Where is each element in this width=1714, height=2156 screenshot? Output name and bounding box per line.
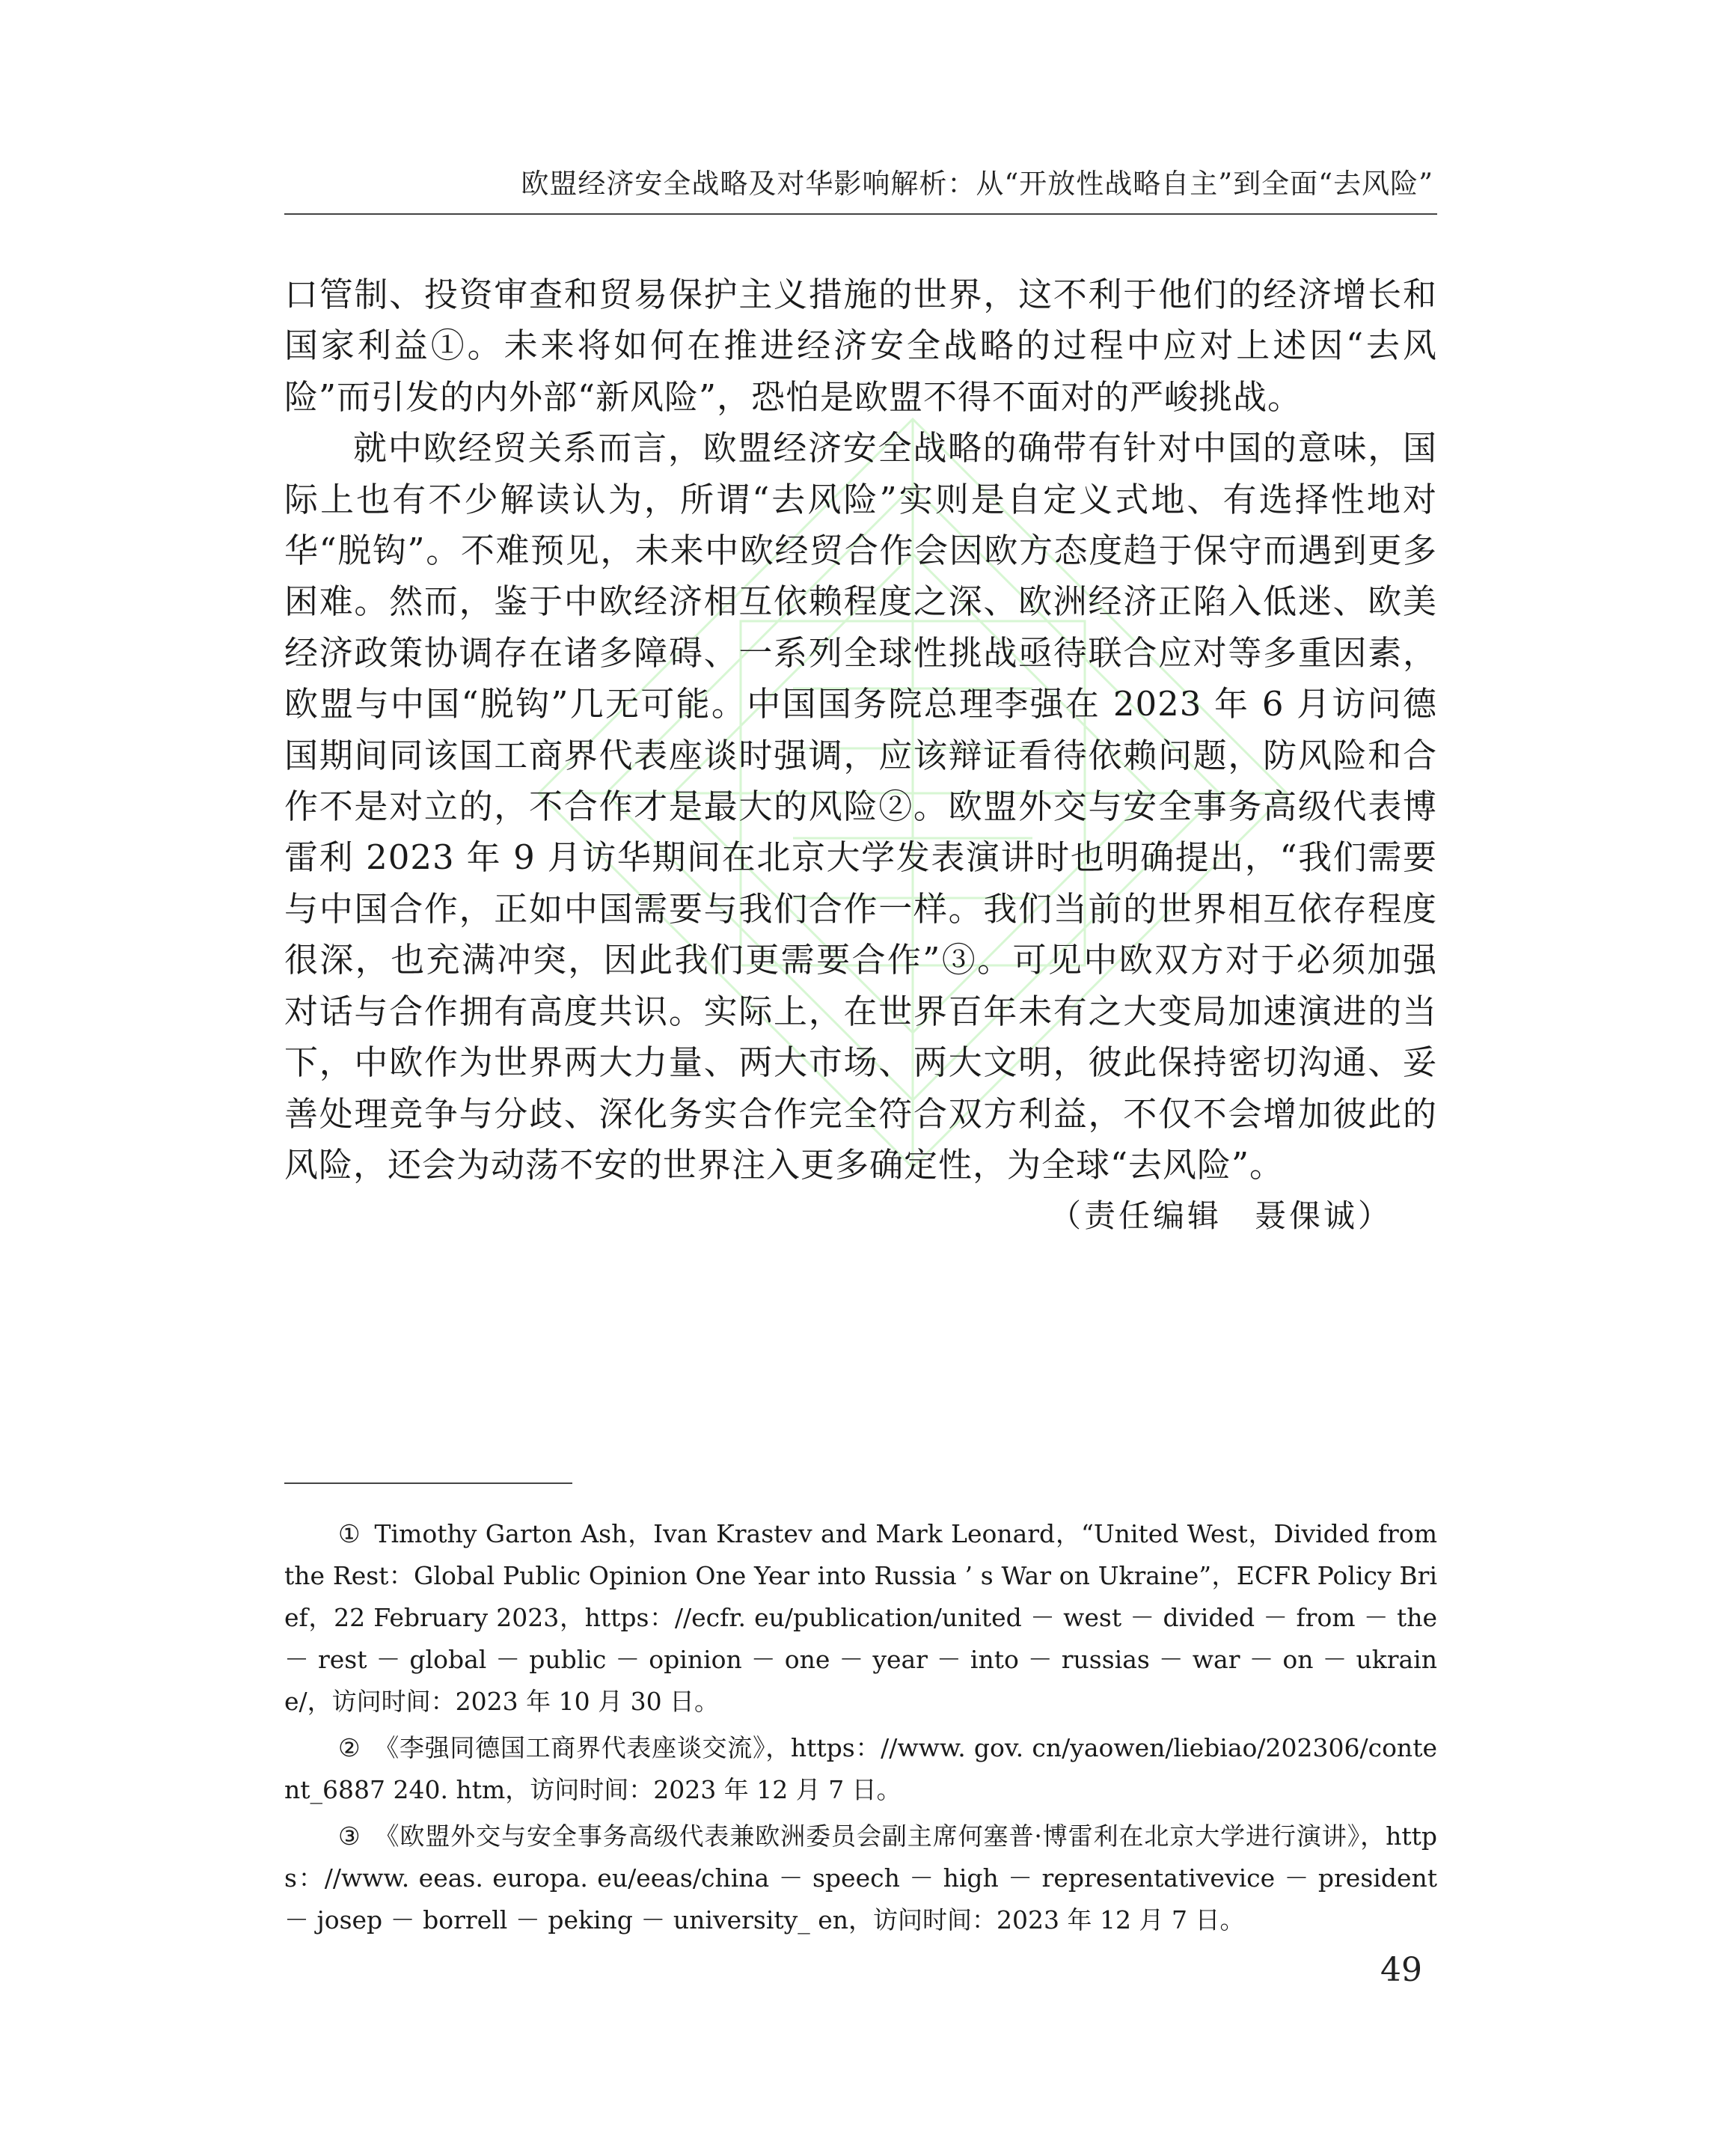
footnote-2 bbox=[284, 1727, 1437, 1811]
page-number: 49 bbox=[1380, 1951, 1422, 1989]
footnote-rule bbox=[284, 1482, 572, 1484]
footnote-text: 《欧盟外交与安全事务高级代表兼欧洲委员会副主席何塞普·博雷利在北京大学进行演讲》，https：//www. eeas. europa. eu/eeas/china － speech － high － representativevice － president － josep － borrell － peking － university_ en，访问时间：2023 年 12 月 7 日。 bbox=[284, 1821, 1438, 1934]
body-text bbox=[284, 269, 1437, 1242]
footnote-1 bbox=[284, 1513, 1437, 1723]
footnote-mark: ① bbox=[338, 1519, 361, 1548]
header-rule bbox=[284, 213, 1437, 215]
footnote-mark: ② bbox=[338, 1733, 361, 1762]
footnote-text: 《李强同德国工商界代表座谈交流》，https：//www. gov. cn/yaowen/liebiao/202306/content_6887 240. htm，访问时间：2023 年 12 月 7 日。 bbox=[284, 1733, 1437, 1804]
footnotes bbox=[284, 1513, 1437, 1946]
running-header: 欧盟经济安全战略及对华影响解析：从“开放性战略自主”到全面“去风险” bbox=[521, 168, 1433, 200]
editor-label: （责任编辑 bbox=[1049, 1197, 1222, 1235]
paragraph-continuation: 口管制、投资审查和贸易保护主义措施的世界，这不利于他们的经济增长和国家利益①。未来将如何在推进经济安全战略的过程中应对上述因“去风险”而引发的内外部“新风险”，恐怕是欧盟不得不面对的严峻挑战。 bbox=[284, 275, 1437, 417]
paragraph-sino-eu-relations: 就中欧经贸关系而言，欧盟经济安全战略的确带有针对中国的意味，国际上也有不少解读认为，所谓“去风险”实则是自定义式地、有选择性地对华“脱钩”。不难预见，未来中欧经贸合作会因欧方态度趋于保守而遇到更多困难。然而，鉴于中欧经济相互依赖程度之深、欧洲经济正陷入低迷、欧美经济政策协调存在诸多障碍、一系列全球性挑战亟待联合应对等多重因素，欧盟与中国“脱钩”几无可能。中国国务院总理李强在 2023 年 6 月访问德国期间同该国工商界代表座谈时强调，应该辩证看待依赖问题，防风险和合作不是对立的，不合作才是最大的风险②。欧盟外交与安全事务高级代表博雷利 2023 年 9 月访华期间在北京大学发表演讲时也明确提出，“我们需要与中国合作，正如中国需要与我们合作一样。我们当前的世界相互依存程度很深，也充满冲突，因此我们更需要合作”③。可见中欧双方对于必须加强对话与合作拥有高度共识。实际上，在世界百年未有之大变局加速演进的当下，中欧作为世界两大力量、两大市场、两大文明，彼此保持密切沟通、妥善处理竞争与分歧、深化务实合作完全符合双方利益，不仅不会增加彼此的风险，还会为动荡不安的世界注入更多确定性，为全球“去风险”。 bbox=[284, 428, 1437, 1185]
responsible-editor bbox=[284, 1191, 1437, 1242]
footnote-mark: ③ bbox=[338, 1821, 361, 1851]
editor-name: 聂倮诚） bbox=[1254, 1197, 1392, 1235]
footnote-text: Timothy Garton Ash，Ivan Krastev and Mark Leonard，“United West，Divided from the Rest：Global Public Opinion One Year into Russia ’ s War on Ukraine”，ECFR Policy Brief，22 February 2023，https：//ecfr. eu/publication/united － west － divided － from － the － rest － global － public － opinion － one － year － into － russias － war － on － ukraine/，访问时间：2023 年 10 月 30 日。 bbox=[284, 1519, 1437, 1716]
footnote-3 bbox=[284, 1816, 1437, 1941]
